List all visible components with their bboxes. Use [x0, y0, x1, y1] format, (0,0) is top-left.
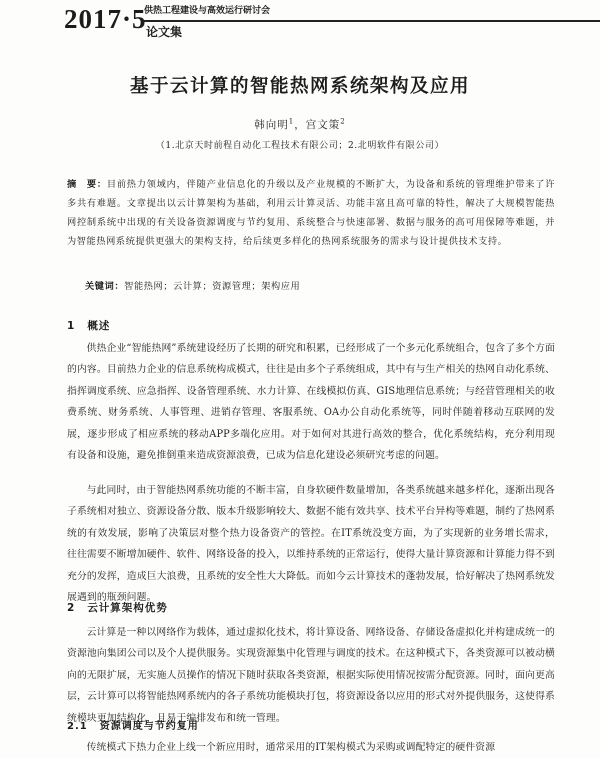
- section-title: 云计算架构优势: [87, 602, 168, 614]
- section-number: 1: [67, 320, 76, 332]
- section-number: 2.1: [67, 721, 88, 732]
- keywords-text: 智能热网；云计算；资源管理；架构应用: [124, 281, 301, 292]
- abstract-text: 目前热力领域内，伴随产业信息化的升级以及产业规模的不断扩大，为设备和系统的管理维护带来了许多共有难题。文章提出以云计算架构为基础，利用云计算灵活、功能丰富且高可靠的特性，解决了大规模智能热网控制系统中出现的有关设备资源调度与节约复用、系统整合与快速部署、数据与服务的高可用保障等难题，并为智能热网系统提供更强大的架构支持，给后续更多样化的热网系统服务的需求与设计提供技术支持。: [67, 179, 556, 247]
- page-header: [0, 0, 600, 58]
- keywords-label: 关键词：: [85, 281, 125, 292]
- section-heading-overview: [67, 318, 110, 333]
- keywords: [85, 278, 555, 292]
- collection-label: 论文集: [146, 25, 183, 39]
- issue-year: 2017·5: [64, 4, 147, 34]
- abstract-label: 摘 要：: [67, 179, 107, 190]
- affiliations: （1.北京天时前程自动化工程技术有限公司；2.北明软件有限公司）: [155, 141, 445, 151]
- author-affil-mark: 2: [340, 117, 346, 126]
- section-number: 2: [67, 602, 76, 614]
- author-name: 韩向明: [254, 119, 289, 131]
- author-affil-mark: 1: [288, 117, 295, 126]
- conference-name: 供热工程建设与高效运行研讨会: [144, 6, 271, 16]
- body-paragraph: 与此同时，由于智能热网系统功能的不断丰富，自身软硬件数量增加，各类系统越来越多样化，逐渐出现各子系统相对独立、资源设备分散、版本升级影响较大、数据不能有效共享、技术平台异构等难题，制约了热网系统的有效发展，影响了决策层对整个热力设备资产的管控。在IT系统没变方面，为了实现新的业务增长需求，往往需要不断增加硬件、软件、网络设备的投入，以维持系统的正常运行，使得大量计算资源和计算能力得不到充分的发挥，造成巨大浪费，且系统的安全性大大降低。而如今云计算技术的蓬勃发展，恰好解决了热网系统发展遇到的瓶颈问题。: [67, 485, 555, 604]
- author-name: 宫文策: [305, 119, 341, 131]
- section-title: 资源调度与节约复用: [99, 721, 199, 732]
- paper-title: 基于云计算的智能热网系统架构及应用: [129, 76, 470, 97]
- body-paragraph: 传统模式下热力企业上线一个新应用时，通常采用的IT架构模式为采购或调配特定的硬件资源: [86, 742, 496, 753]
- header-rule: [142, 20, 600, 22]
- section-title: 概述: [87, 320, 111, 332]
- subsection-heading-resource-scheduling: [67, 717, 199, 732]
- section-heading-cloud-advantages: [67, 600, 168, 615]
- body-paragraph: 云计算是一种以网络作为载体，通过虚拟化技术，将计算设备、网络设备、存储设备虚拟化并构建成统一的资源池向集团公司以及个人提供服务。实现资源集中化管理与调度的技术。在这种模式下，各类资源可以被动横向的无限扩展，无实施人员操作的情况下随时获取各类资源，根据实际使用情况按需分配资源。同时，面向更高层，云计算可以将智能热网系统内的各子系统功能模块打包，将资源设备以应用的形式对外提供服务，这使得系统模块更加结构化，且易于编排发布和统一管理。: [67, 627, 555, 724]
- body-paragraph: 供热企业“智能热网”系统建设经历了长期的研究和积累，已经形成了一个多元化系统组合，包含了多个方面的内容。目前热力企业的信息系统构成模式，往往是由多个子系统组成，其中有与生产相关的热网自动化系统、指挥调度系统、应急指挥、设备管理系统、水力计算、在线模拟仿真、GIS地理信息系统；与经营管理相关的收费系统、财务系统、人事管理、进销存管理、客服系统、OA办公自动化系统等，同时伴随着移动互联网的发展，逐步形成了相应系统的移动APP多端化应用。对于如何对其进行高效的整合，优化系统结构，充分利用现有设备和设施，避免推倒重来造成资源浪费，已成为信息化建设必须研究考虑的问题。: [67, 343, 555, 462]
- authors: 韩向明$^1$，宫文策$^2$: [254, 117, 346, 131]
- abstract: [67, 175, 555, 251]
